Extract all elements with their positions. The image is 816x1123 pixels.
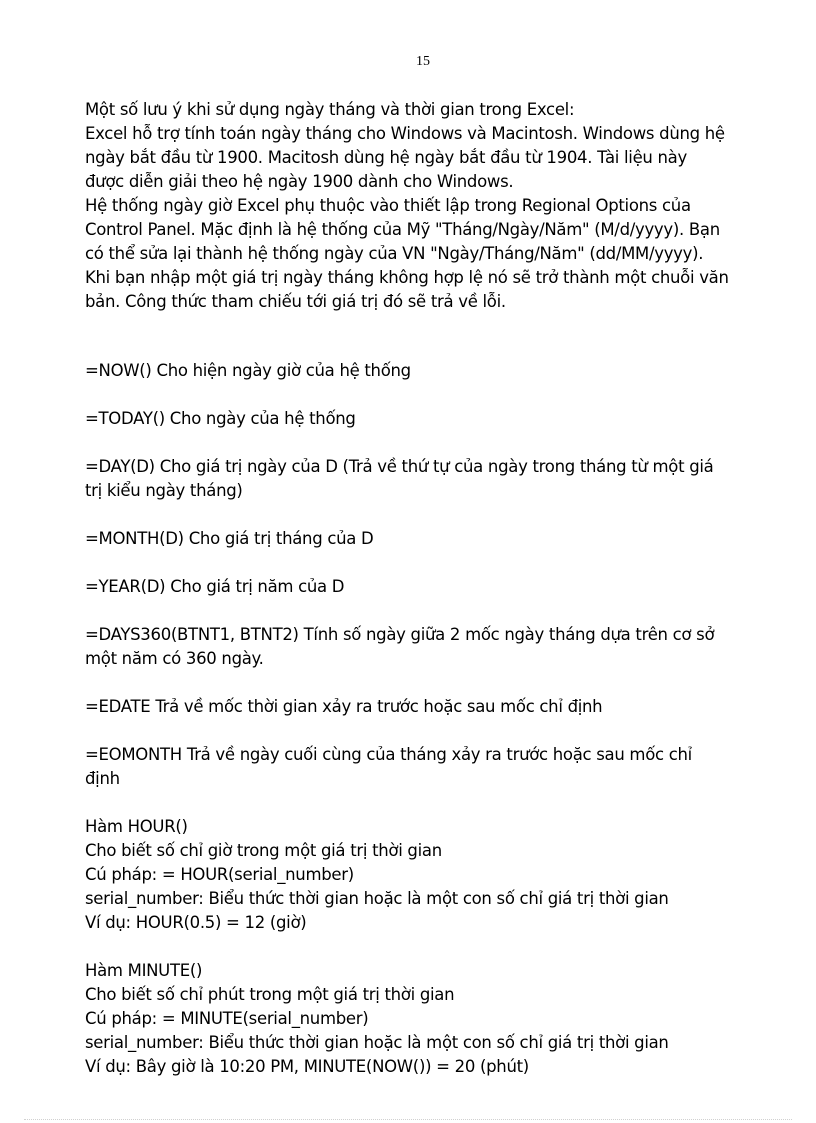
intro-paragraph: [85, 98, 765, 314]
text-line: Cú pháp: = MINUTE(serial_number): [85, 1009, 369, 1028]
edate-function: =EDATE Trả về mốc thời gian xảy ra trước hoặc sau mốc chỉ định: [85, 697, 603, 716]
minute-section: [85, 959, 765, 1079]
text-line: Hệ thống ngày giờ Excel phụ thuộc vào thiết lập trong Regional Options của: [85, 196, 691, 215]
text-line: Cho biết số chỉ phút trong một giá trị thời gian: [85, 985, 455, 1004]
text-line: Ví dụ: HOUR(0.5) = 12 (giờ): [85, 913, 307, 932]
document-body: [85, 98, 765, 1079]
text-line: định: [85, 769, 120, 788]
page-bottom-border: [24, 1119, 792, 1120]
text-line: Cú pháp: = HOUR(serial_number): [85, 865, 354, 884]
days360-function: [85, 623, 765, 671]
text-line: Khi bạn nhập một giá trị ngày tháng không hợp lệ nó sẽ trở thành một chuỗi văn: [85, 268, 729, 287]
text-line: =EOMONTH Trả về ngày cuối cùng của tháng xảy ra trước hoặc sau mốc chỉ: [85, 745, 692, 764]
text-line: được diễn giải theo hệ ngày 1900 dành cho Windows.: [85, 172, 514, 191]
text-line: ngày bắt đầu từ 1900. Macitosh dùng hệ ngày bắt đầu từ 1904. Tài liệu này: [85, 148, 687, 167]
now-function: =NOW() Cho hiện ngày giờ của hệ thống: [85, 361, 411, 380]
eomonth-function: [85, 743, 765, 791]
page-number: 15: [416, 54, 430, 69]
text-line: Excel hỗ trợ tính toán ngày tháng cho Windows và Macintosh. Windows dùng hệ: [85, 124, 725, 143]
month-function: =MONTH(D) Cho giá trị tháng của D: [85, 529, 374, 548]
text-line: =DAY(D) Cho giá trị ngày của D (Trả về thứ tự của ngày trong tháng từ một giá: [85, 457, 714, 476]
hour-section: [85, 815, 765, 935]
year-function: =YEAR(D) Cho giá trị năm của D: [85, 577, 345, 596]
text-line: một năm có 360 ngày.: [85, 649, 264, 668]
section-title: Hàm HOUR(): [85, 817, 188, 836]
day-function: [85, 455, 765, 503]
text-line: trị kiểu ngày tháng): [85, 481, 243, 500]
text-line: bản. Công thức tham chiếu tới giá trị đó sẽ trả về lỗi.: [85, 292, 506, 311]
text-line: =DAYS360(BTNT1, BTNT2) Tính số ngày giữa 2 mốc ngày tháng dựa trên cơ sở: [85, 625, 715, 644]
text-line: serial_number: Biểu thức thời gian hoặc là một con số chỉ giá trị thời gian: [85, 889, 669, 908]
section-title: Hàm MINUTE(): [85, 961, 203, 980]
text-line: có thể sửa lại thành hệ thống ngày của VN "Ngày/Tháng/Năm" (dd/MM/yyyy).: [85, 244, 704, 263]
text-line: Control Panel. Mặc định là hệ thống của Mỹ "Tháng/Ngày/Năm" (M/d/yyyy). Bạn: [85, 220, 720, 239]
text-line: Cho biết số chỉ giờ trong một giá trị thời gian: [85, 841, 442, 860]
today-function: =TODAY() Cho ngày của hệ thống: [85, 409, 356, 428]
text-line: Ví dụ: Bây giờ là 10:20 PM, MINUTE(NOW()) = 20 (phút): [85, 1057, 529, 1076]
text-line: Một số lưu ý khi sử dụng ngày tháng và thời gian trong Excel:: [85, 100, 575, 119]
text-line: serial_number: Biểu thức thời gian hoặc là một con số chỉ giá trị thời gian: [85, 1033, 669, 1052]
